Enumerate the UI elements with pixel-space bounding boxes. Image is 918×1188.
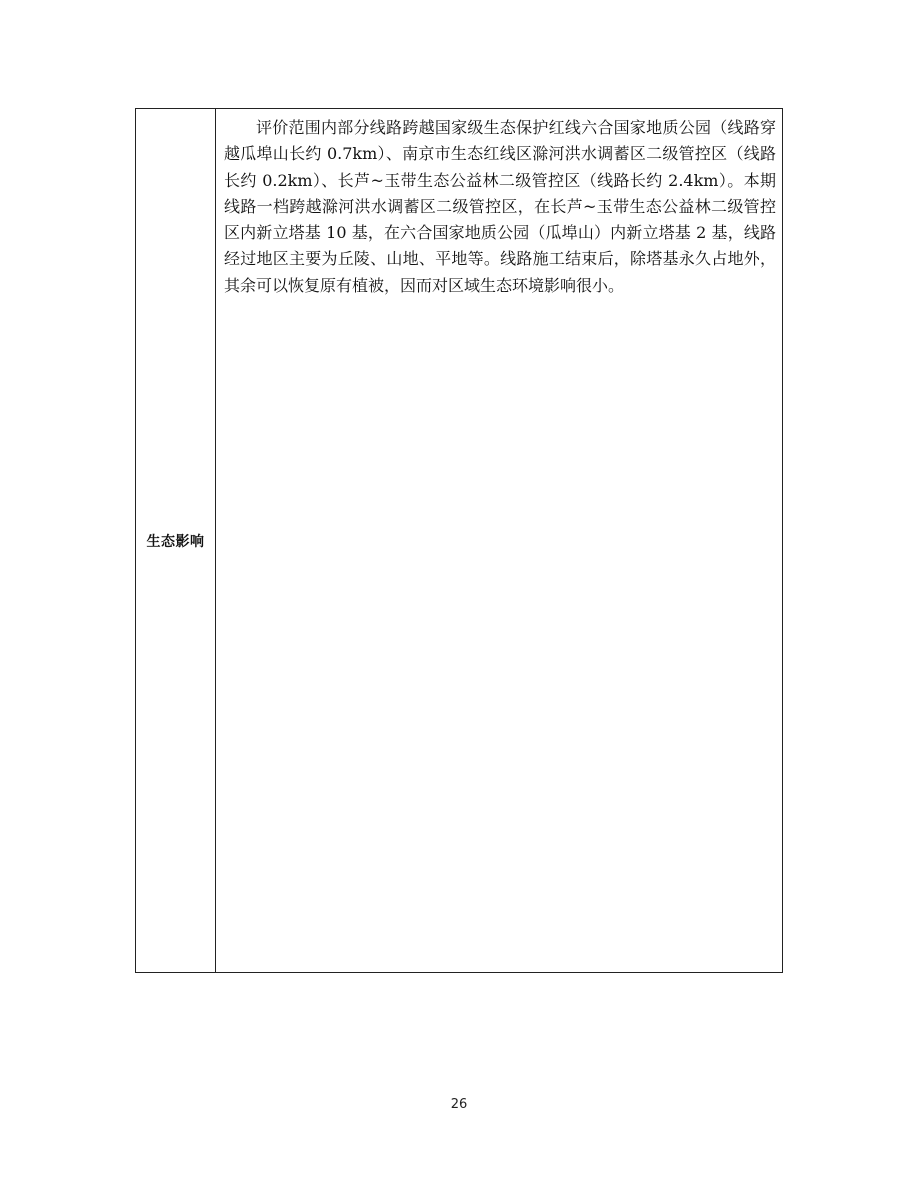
ecology-impact-table	[135, 108, 783, 973]
row-label: 生态影响	[146, 533, 205, 550]
page-number: 26	[450, 1097, 468, 1112]
ecology-impact-paragraph: 评价范围内部分线路跨越国家级生态保护红线六合国家地质公园（线路穿越瓜埠山长约 0.7km）、南京市生态红线区滁河洪水调蓄区二级管控区（线路长约 0.2km）、长芦~玉带生态公益林二级管控区（线路长约 2.4km）。本期线路一档跨越滁河洪水调蓄区二级管控区，在长芦~玉带生态公益林二级管控区内新立塔基 10 基，在六合国家地质公园（瓜埠山）内新立塔基 2 基，线路经过地区主要为丘陵、山地、平地等。线路施工结束后，除塔基永久占地外，其余可以恢复原有植被，因而对区域生态环境影响很小。	[224, 118, 776, 295]
row-content-cell	[216, 109, 782, 972]
row-label-cell	[136, 109, 216, 972]
